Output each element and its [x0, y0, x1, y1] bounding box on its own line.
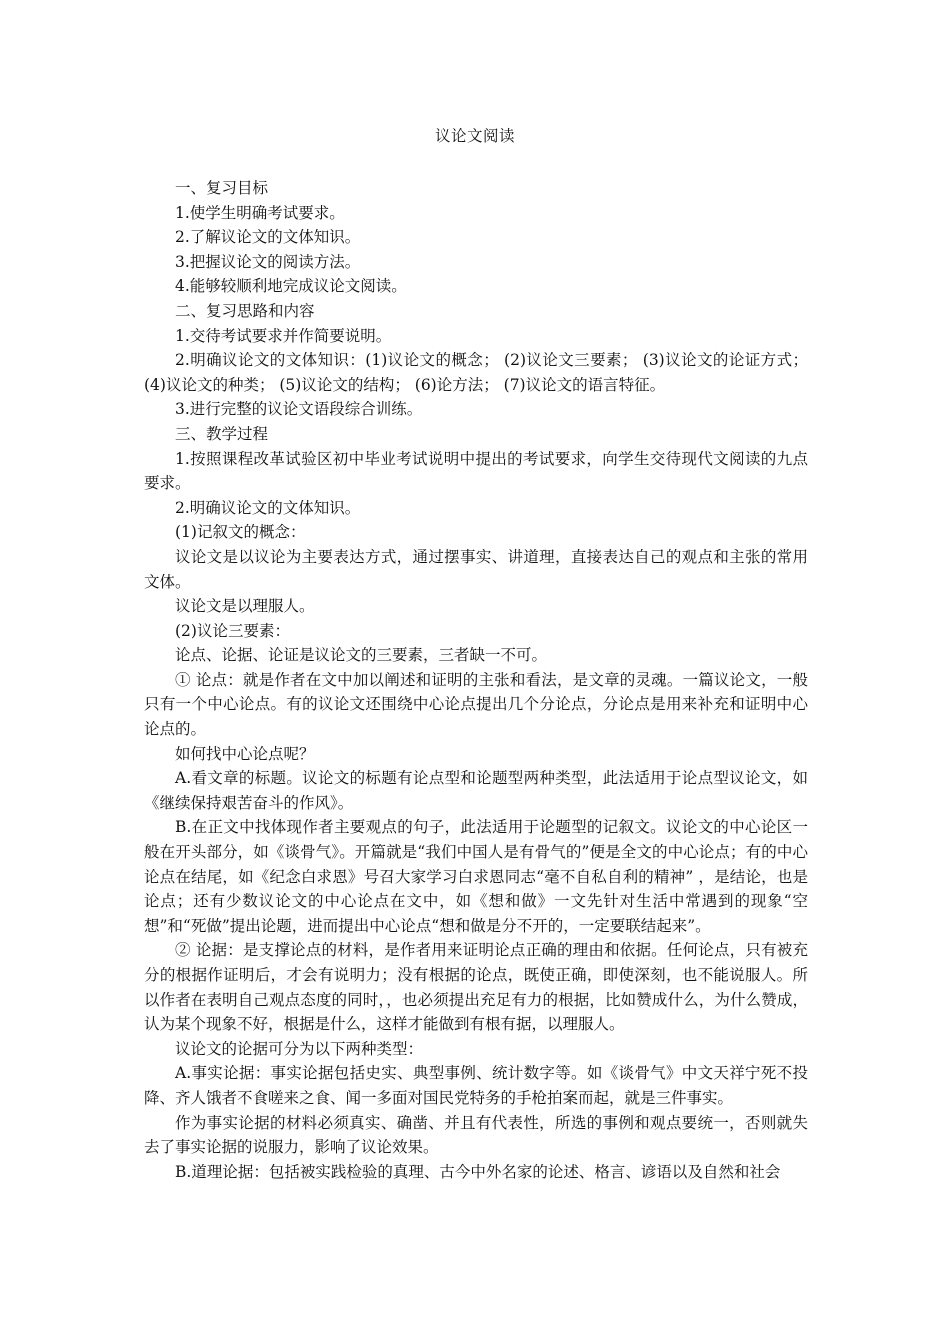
section-heading-content: 二、复习思路和内容	[175, 301, 315, 320]
paragraph: 3.进行完整的议论文语段综合训练。	[175, 400, 423, 419]
paragraph: (2)议论三要素：	[175, 621, 290, 640]
paragraph: B.道理论据：包括被实践检验的真理、古今中外名家的论述、格言、谚语以及自然和社会	[175, 1162, 781, 1181]
paragraph: B.在正文中找体现作者主要观点的句子，此法适用于论题型的记叙文。议论文的中心论区一般在开头部分，如《谈骨气》。开篇就是“我们中国人是有骨气的”便是全文的中心论点；有的中心论点在结尾，如《纪念白求恩》号召大家学习白求恩同志“毫不自私自利的精神” ，是结论，也是论点；还有少数议论文的中心论点在文中，如《想和做》一文先针对生活中常遇到的现象“空想”和“死做”提出论题，进而提出中心论点“想和做是分不开的，一定要联结起来”。	[144, 818, 808, 935]
paragraph: 3.把握议论文的阅读方法。	[175, 252, 361, 271]
document-body	[144, 176, 808, 1184]
paragraph: 4.能够较顺利地完成议论文阅读。	[175, 277, 407, 296]
paragraph: ② 论据：是支撑论点的材料，是作者用来证明论点正确的理由和依据。任何论点，只有被充分的根据作证明后，才会有说明力；没有根据的论点，既使正确，即使深刻，也不能说服人。所以作者在表明自己观点态度的同时，，也必须提出充足有力的根据，比如赞成什么，为什么赞成，认为某个现象不好，根据是什么，这样才能做到有根有据，以理服人。	[144, 941, 808, 1034]
paragraph: 议论文是以议论为主要表达方式，通过摆事实、讲道理，直接表达自己的观点和主张的常用文体。	[144, 547, 808, 591]
paragraph: 如何找中心论点呢？	[175, 744, 315, 763]
section-heading-process: 三、教学过程	[175, 424, 269, 443]
paragraph: 2.明确议论文的文体知识：(1)议论文的概念； (2)议论文三要素； (3)议论文的论证方式； (4)议论文的种类； (5)议论文的结构； (6)论方法； (7)议论文的语言特征。	[144, 351, 808, 394]
paragraph: 2.明确议论文的文体知识。	[175, 498, 361, 517]
paragraph: 议论文的论据可分为以下两种类型：	[175, 1039, 424, 1058]
paragraph: (1)记叙文的概念：	[175, 523, 306, 542]
paragraph: 1.按照课程改革试验区初中毕业考试说明中提出的考试要求，向学生交待现代文阅读的九点要求。	[144, 449, 808, 493]
document-title: 议论文阅读	[434, 127, 515, 145]
paragraph: 1.使学生明确考试要求。	[175, 203, 345, 222]
paragraph: A.事实论据：事实论据包括史实、典型事例、统计数字等。如《谈骨气》中文天祥宁死不投降、齐人饿者不食嗟来之食、闻一多面对国民党特务的手枪拍案而起，就是三件事实。	[144, 1064, 808, 1107]
paragraph: ① 论点：就是作者在文中加以阐述和证明的主张和看法，是文章的灵魂。一篇议论文，一般只有一个中心论点。有的议论文还围绕中心论点提出几个分论点，分论点是用来补充和证明中心论点的。	[144, 670, 808, 739]
paragraph: A.看文章的标题。议论文的标题有论点型和论题型两种类型，此法适用于论点型议论文，如《继续保持艰苦奋斗的作风》。	[144, 769, 808, 812]
paragraph: 议论文是以理服人。	[175, 597, 315, 616]
paragraph: 2.了解议论文的文体知识。	[175, 228, 361, 247]
section-heading-goals: 一、复习目标	[175, 179, 269, 197]
paragraph: 作为事实论据的材料必须真实、确凿、并且有代表性，所选的事例和观点要统一，否则就失去了事实论据的说服力，影响了议论效果。	[144, 1113, 808, 1157]
paragraph: 论点、论据、论证是议论文的三要素，三者缺一不可。	[175, 646, 548, 665]
paragraph: 1.交待考试要求并作简要说明。	[175, 326, 392, 345]
